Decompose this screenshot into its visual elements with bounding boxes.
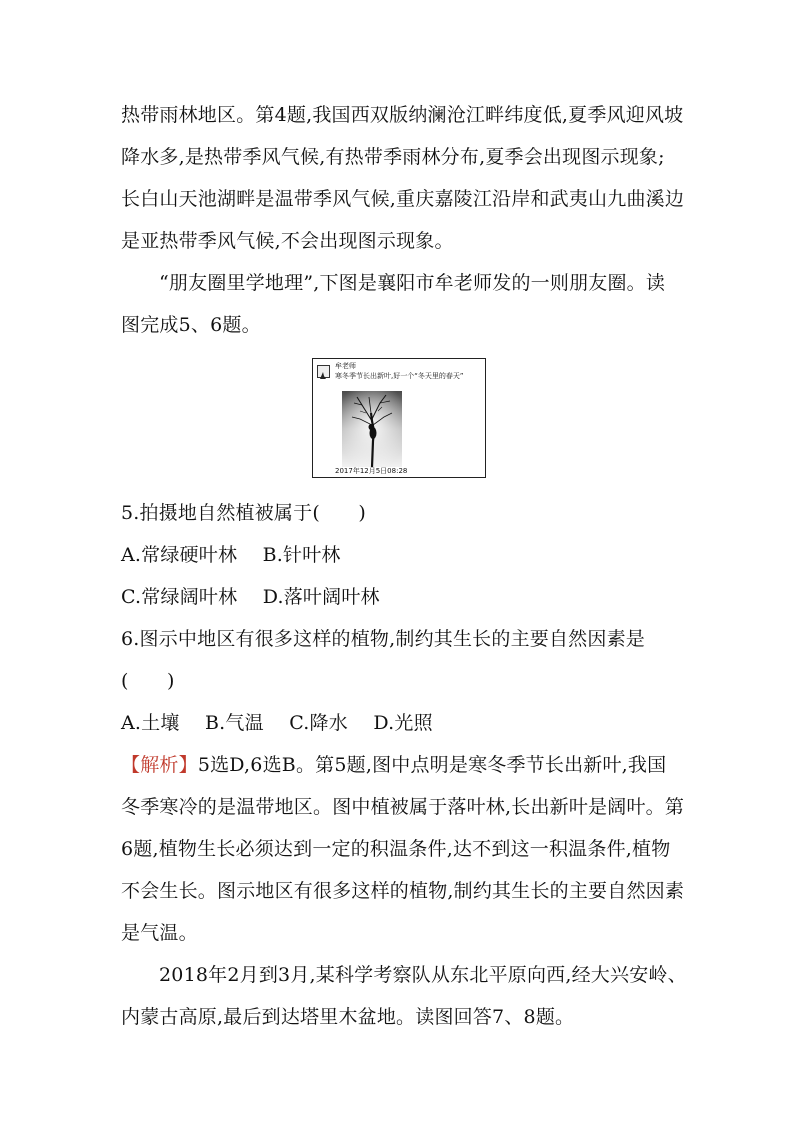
question-6-stem: 6.图示中地区有很多这样的植物,制约其生长的主要自然因素是 bbox=[121, 628, 645, 650]
moments-post-figure bbox=[312, 358, 486, 478]
analysis-prev-line-2: 降水多,是热带季风气候,有热带季雨林分布,夏季会出现图示现象; bbox=[121, 146, 665, 168]
question-5-stem: 5.拍摄地自然植被属于( ) bbox=[121, 502, 366, 524]
post-timestamp: 2017年12月5日08:28 bbox=[335, 467, 408, 475]
intro-line-1: “朋友圈里学地理”,下图是襄阳市牟老师发的一则朋友圈。读 bbox=[159, 272, 666, 294]
intro-line-2: 图完成5、6题。 bbox=[121, 314, 261, 336]
analysis-text-1: 5选D,6选B。第5题,图中点明是寒冬季节长出新叶,我国 bbox=[197, 754, 667, 776]
analysis-line-5: 是气温。 bbox=[121, 922, 198, 944]
question-6-stem-cont: ( ) bbox=[121, 670, 175, 692]
question-5-options-ab: A.常绿硬叶林 B.针叶林 bbox=[121, 544, 341, 566]
tree-photo bbox=[342, 391, 402, 467]
analysis-line-3: 6题,植物生长必须达到一定的积温条件,达不到这一积温条件,植物 bbox=[121, 838, 671, 860]
post-author-name: 牟老师 bbox=[335, 362, 356, 370]
analysis-prev-line-3: 长白山天池湖畔是温带季风气候,重庆嘉陵江沿岸和武夷山九曲溪边 bbox=[121, 188, 685, 210]
analysis-line-1 bbox=[121, 745, 666, 786]
intro2-line-1: 2018年2月到3月,某科学考察队从东北平原向西,经大兴安岭、 bbox=[159, 964, 687, 986]
question-5-options-cd: C.常绿阔叶林 D.落叶阔叶林 bbox=[121, 586, 380, 608]
analysis-line-2: 冬季寒冷的是温带地区。图中植被属于落叶林,长出新叶是阔叶。第 bbox=[121, 796, 685, 818]
analysis-prev-line-4: 是亚热带季风气候,不会出现图示现象。 bbox=[121, 230, 454, 252]
analysis-tag: 【解析】 bbox=[121, 754, 198, 776]
intro2-line-2: 内蒙古高原,最后到达塔里木盆地。读图回答7、8题。 bbox=[121, 1006, 575, 1028]
question-6-options: A.土壤 B.气温 C.降水 D.光照 bbox=[121, 712, 433, 734]
analysis-prev-line-1: 热带雨林地区。第4题,我国西双版纳澜沧江畔纬度低,夏季风迎风坡 bbox=[121, 104, 684, 126]
analysis-line-4: 不会生长。图示地区有很多这样的植物,制约其生长的主要自然因素 bbox=[121, 880, 685, 902]
post-caption: 寒冬季节长出新叶,好一个“冬天里的春天” bbox=[335, 372, 464, 380]
avatar bbox=[317, 365, 330, 378]
